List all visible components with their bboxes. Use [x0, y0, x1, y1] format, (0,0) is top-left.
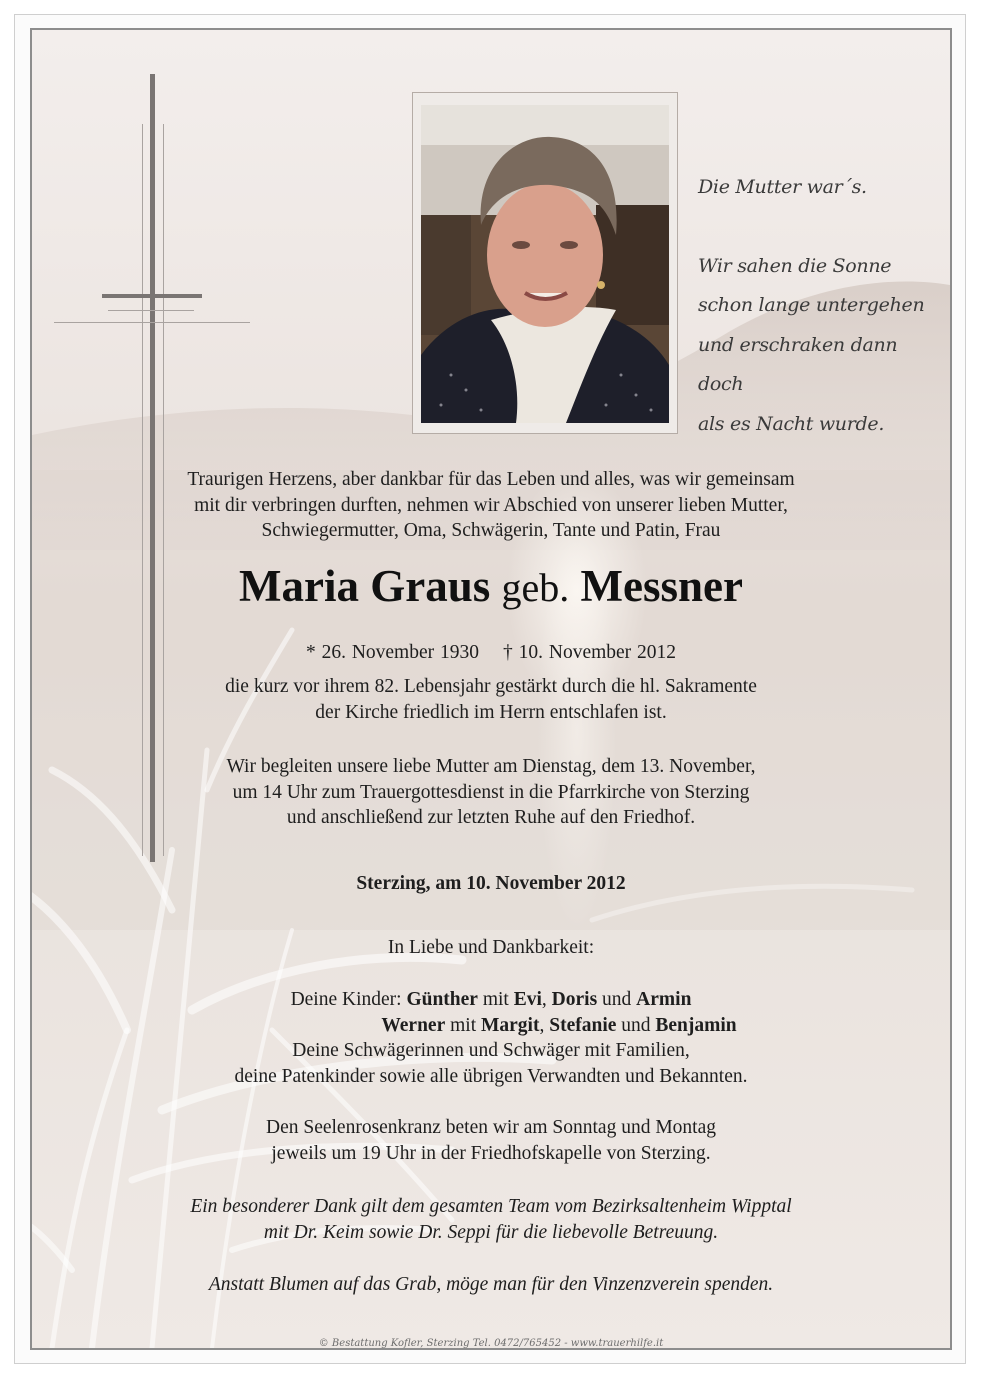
death-text — [32, 674, 950, 725]
partner-name: Evi — [513, 989, 542, 1010]
children-row: Deine Kinder: Günther mit Evi, Doris und Armin — [290, 989, 692, 1010]
geb-label: geb. — [501, 565, 570, 610]
poem-line: und erschraken dann doch — [698, 333, 898, 395]
relatives-line: Deine Schwägerinnen und Schwäger mit Familien, — [292, 1040, 690, 1061]
child-name: Stefanie — [549, 1014, 617, 1036]
poem-line: Wir sahen die Sonne — [698, 254, 892, 277]
rosary-line: jeweils um 19 Uhr in der Friedhofskapelle von Sterzing. — [271, 1142, 711, 1164]
place-date: Sterzing, am 10. November 2012 — [356, 873, 626, 894]
relatives-line: deine Patenkinder sowie alle übrigen Verwandten und Bekannten. — [234, 1065, 748, 1087]
funeral-line: und anschließend zur letzten Ruhe auf den Friedhof. — [286, 807, 696, 828]
portrait-photo — [421, 105, 669, 423]
birth-date: * 26. November 1930 — [305, 642, 479, 663]
funeral-line: um 14 Uhr zum Trauergottesdienst in die Pfarrkirche von Sterzing — [232, 781, 750, 803]
death-date: † 10. November 2012 — [503, 642, 677, 663]
flowers-note: Anstatt Blumen auf das Grab, möge man für den Vinzenzverein spenden. — [208, 1274, 774, 1295]
poem-line: als es Nacht wurde. — [698, 412, 885, 435]
intro-text — [32, 467, 950, 544]
life-dates — [32, 640, 950, 666]
connector-text: mit — [450, 1014, 477, 1036]
poem — [698, 168, 948, 444]
death-text-line: der Kirche friedlich im Herrn entschlafen ist. — [315, 701, 667, 723]
thanks-line: mit Dr. Keim sowie Dr. Seppi für die liebevolle Betreuung. — [263, 1221, 719, 1243]
footer-credit: © Bestattung Kofler, Sterzing Tel. 0472/765452 - www.trauerhilfe.it — [318, 1338, 664, 1349]
funeral-text — [32, 754, 950, 831]
funeral-line: Wir begleiten unsere liebe Mutter am Dienstag, dem 13. November, — [226, 756, 756, 777]
rosary-line: Den Seelenrosenkranz beten wir am Sonntag und Montag — [265, 1117, 716, 1138]
connector-text: mit — [482, 989, 509, 1010]
child-name: Doris — [551, 989, 598, 1010]
poem-line: Die Mutter war´s. — [698, 176, 867, 198]
connector-text: und — [621, 1014, 651, 1036]
first-name: Maria Graus — [239, 561, 491, 611]
children-row: Werner mit Margit, Stefanie und Benjamin — [381, 1014, 737, 1036]
intro-line: Traurigen Herzens, aber dankbar für das Leben und alles, was wir gemeinsam — [187, 469, 795, 490]
deceased-name — [32, 560, 950, 612]
birth-name: Messner — [580, 561, 743, 611]
child-name: Armin — [636, 989, 692, 1010]
child-name: Benjamin — [655, 1014, 737, 1036]
child-name: Günther — [406, 989, 478, 1010]
children-list — [32, 987, 950, 1089]
child-name: Werner — [381, 1014, 446, 1036]
children-label: Deine Kinder: — [290, 989, 402, 1010]
intro-line: mit dir verbringen durften, nehmen wir Abschied von unserer lieben Mutter, — [194, 494, 788, 516]
death-text-line: die kurz vor ihrem 82. Lebensjahr gestärkt durch die hl. Sakramente — [225, 676, 757, 697]
obituary-card — [30, 28, 952, 1350]
closing-line: In Liebe und Dankbarkeit: — [387, 937, 595, 958]
rosary-text — [32, 1115, 950, 1166]
portrait-frame — [412, 92, 678, 434]
intro-line: Schwiegermutter, Oma, Schwägerin, Tante und Patin, Frau — [261, 520, 721, 541]
thanks-text — [32, 1194, 950, 1245]
connector-text: und — [602, 989, 632, 1010]
partner-name: Margit — [481, 1014, 540, 1036]
thanks-line: Ein besonderer Dank gilt dem gesamten Team vom Bezirksaltenheim Wipptal — [190, 1196, 792, 1217]
poem-line: schon lange untergehen — [698, 294, 925, 316]
